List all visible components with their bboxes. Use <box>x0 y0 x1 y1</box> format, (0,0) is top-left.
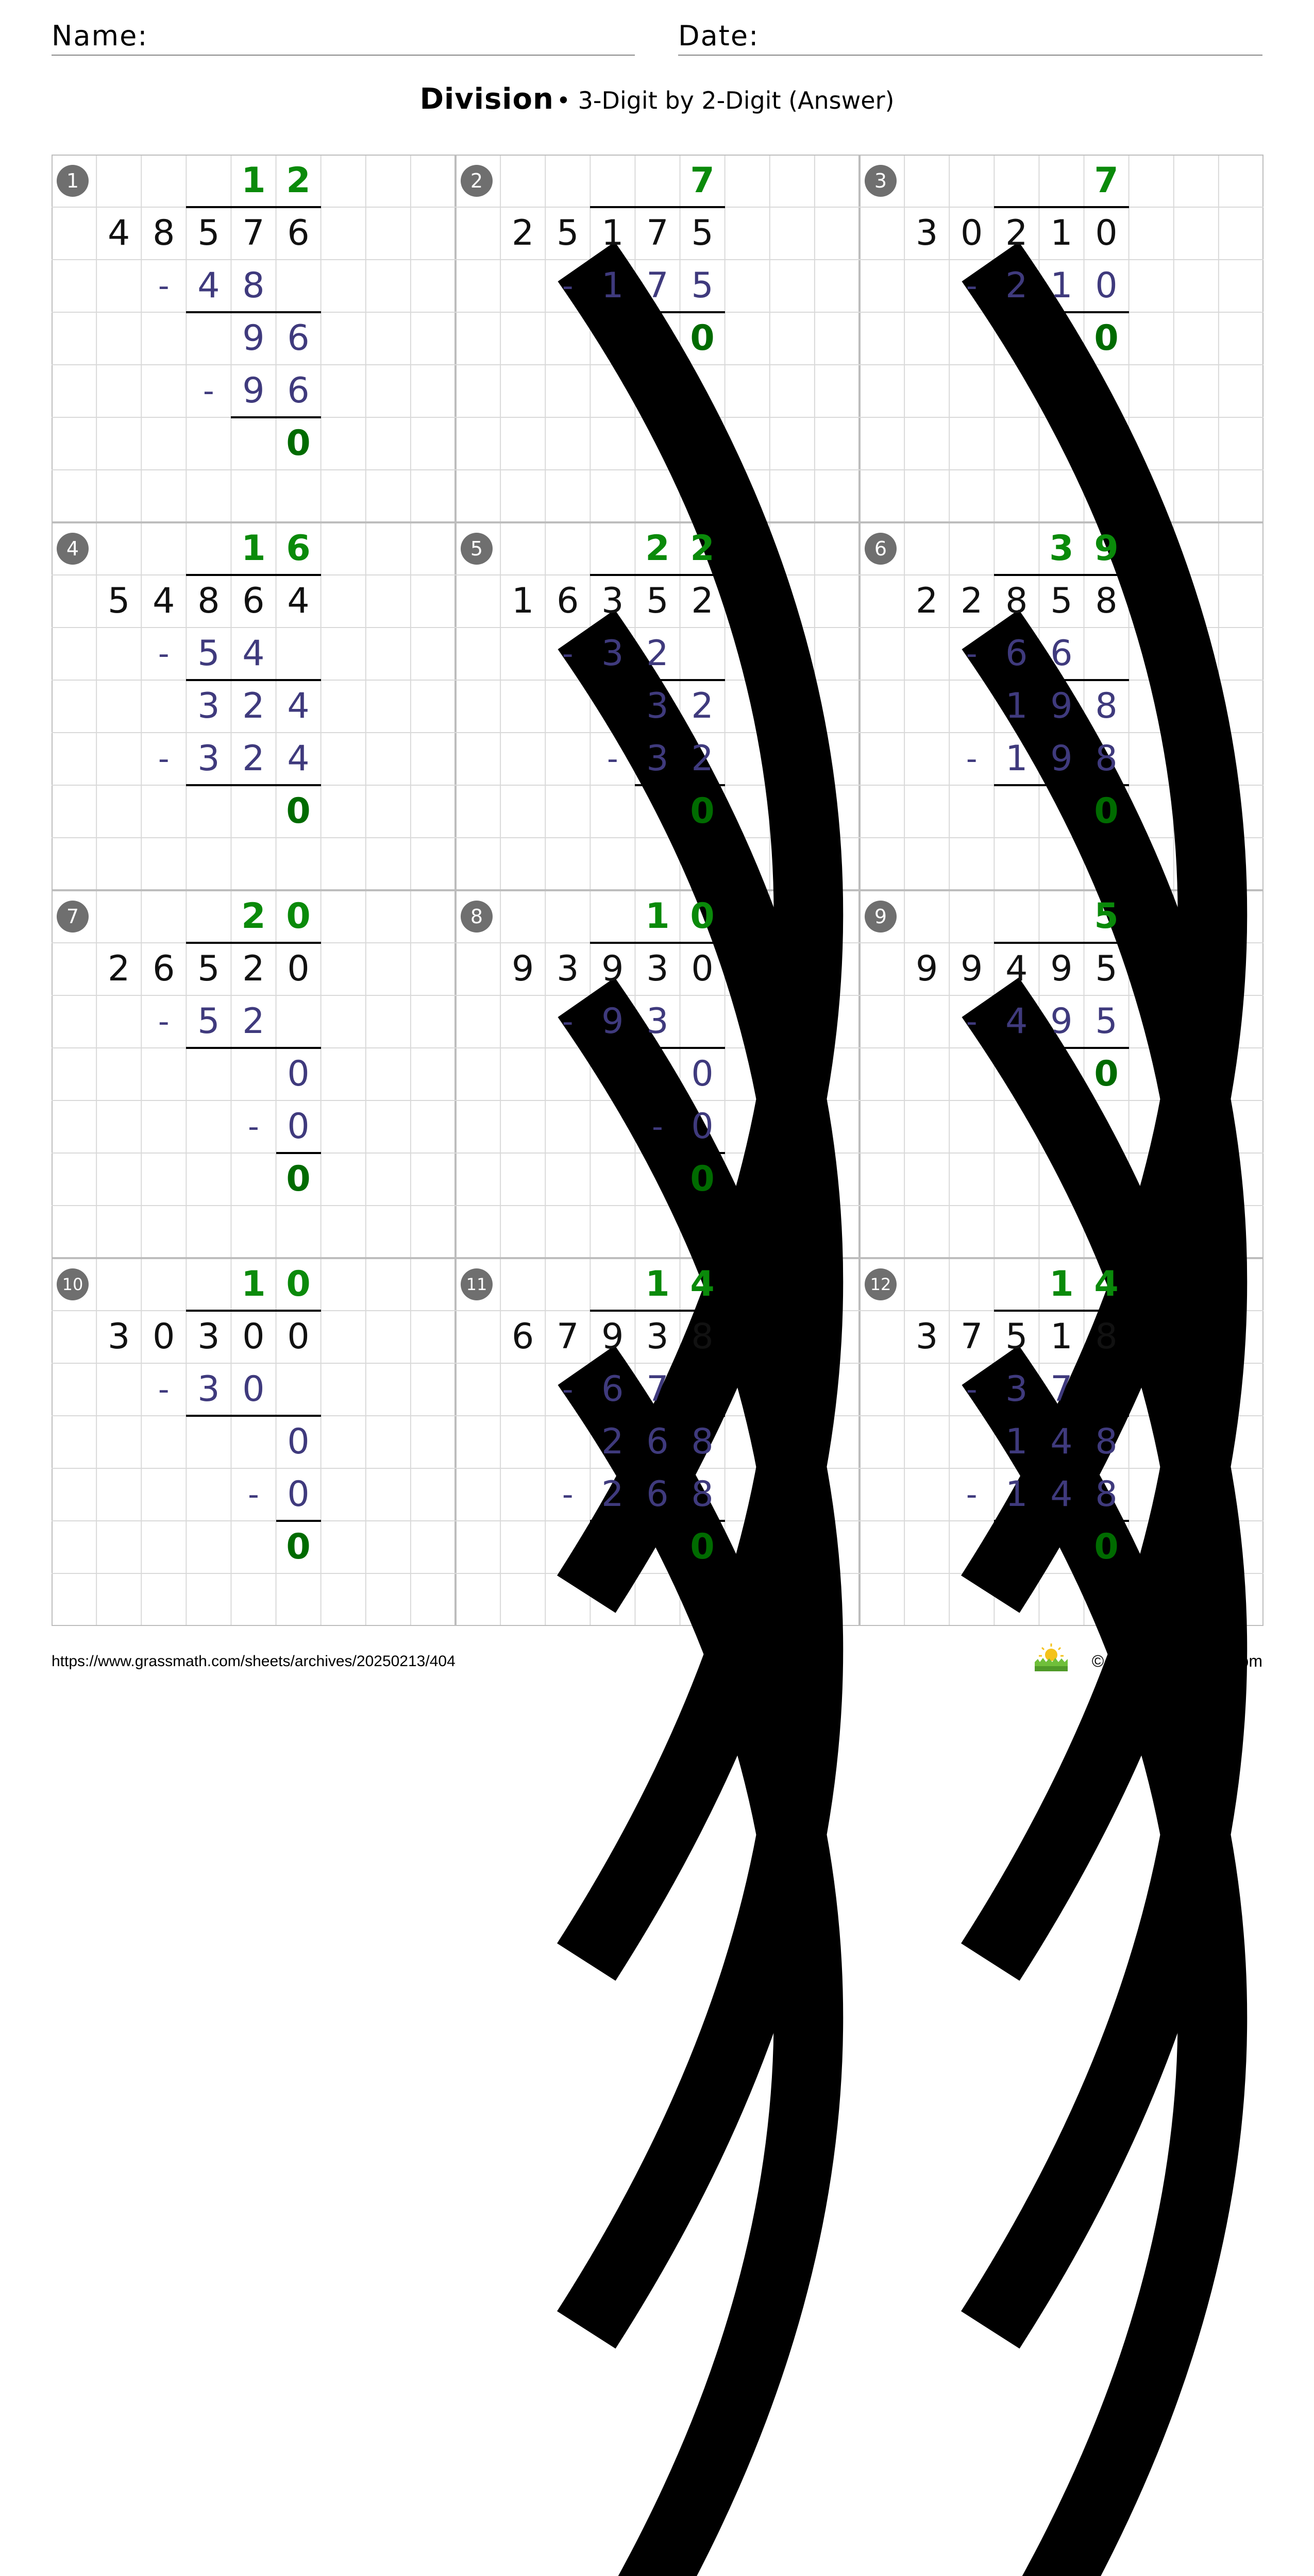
dividend-digit: 4 <box>287 581 310 621</box>
subtrahend-digit: 2 <box>242 738 265 779</box>
final-remainder-digit: 0 <box>1094 1054 1119 1094</box>
subtrahend-digit: 4 <box>1050 1474 1073 1515</box>
subtrahend-digit: 8 <box>1095 1474 1118 1515</box>
problem-number-badge: 10 <box>57 1268 89 1300</box>
final-remainder-digit: 0 <box>1094 318 1119 359</box>
dividend-digit: 0 <box>691 948 714 989</box>
subtrahend-digit: 6 <box>601 1369 624 1410</box>
quotient-digit: 1 <box>1049 1264 1074 1304</box>
divisor-digit: 7 <box>961 1316 983 1357</box>
division-problem <box>860 890 1264 1258</box>
quotient-digit: 4 <box>1094 1264 1119 1304</box>
quotient-digit: 2 <box>645 528 670 569</box>
problem-number-badge: 9 <box>865 901 897 933</box>
minus-sign: - <box>248 1109 259 1145</box>
dividend-digit: 9 <box>601 1316 624 1357</box>
subtraction-line <box>590 574 725 576</box>
subtrahend-digit: 3 <box>197 738 220 779</box>
quotient-digit: 5 <box>1094 896 1119 937</box>
final-remainder-digit: 0 <box>1094 1527 1119 1567</box>
dividend-digit: 7 <box>646 213 669 253</box>
remainder-digit: 3 <box>197 686 220 726</box>
subtrahend-digit: 0 <box>287 1106 310 1147</box>
remainder-digit: 4 <box>1050 1421 1073 1462</box>
subtrahend-digit: 3 <box>601 633 624 674</box>
final-remainder-digit: 0 <box>690 791 715 832</box>
divisor-digit: 0 <box>153 1316 175 1357</box>
quotient-digit: 2 <box>241 896 266 937</box>
subtrahend-digit: 0 <box>1095 265 1118 306</box>
dividend-digit: 1 <box>601 213 624 253</box>
date-field[interactable] <box>678 19 1262 56</box>
division-problem <box>456 155 860 522</box>
problem-number-badge: 6 <box>865 533 897 565</box>
subtrahend-digit: 4 <box>242 633 265 674</box>
subtrahend-digit: 0 <box>287 1474 310 1515</box>
subtraction-line <box>994 1310 1128 1312</box>
problem-number-badge: 2 <box>461 165 493 197</box>
remainder-digit: 6 <box>287 318 310 359</box>
divisor-digit: 6 <box>511 1316 534 1357</box>
remainder-digit: 2 <box>242 686 265 726</box>
subtrahend-digit: 9 <box>1050 738 1073 779</box>
remainder-digit: 6 <box>646 1421 669 1462</box>
subtraction-line <box>186 1310 321 1312</box>
final-remainder-digit: 0 <box>286 1159 311 1199</box>
problem-grid <box>52 155 1264 1626</box>
date-label: Date: <box>678 20 760 52</box>
subtrahend-digit: 4 <box>287 738 310 779</box>
remainder-digit: 2 <box>691 686 714 726</box>
subtrahend-digit: 2 <box>691 738 714 779</box>
dividend-digit: 3 <box>646 1316 669 1357</box>
minus-sign: - <box>966 268 978 304</box>
subtrahend-digit: 8 <box>691 1474 714 1515</box>
division-problem <box>860 522 1264 890</box>
quotient-digit: 1 <box>645 896 670 937</box>
remainder-digit: 9 <box>242 318 265 359</box>
remainder-digit: 8 <box>691 1421 714 1462</box>
subtrahend-digit: 3 <box>646 738 669 779</box>
minus-sign: - <box>607 741 618 777</box>
quotient-digit: 2 <box>286 160 311 201</box>
subtrahend-digit: 2 <box>601 1474 624 1515</box>
divisor-digit: 1 <box>511 581 534 621</box>
problems-area <box>52 155 1264 1626</box>
problem-number-badge: 5 <box>461 533 493 565</box>
subtrahend-digit: 8 <box>242 265 265 306</box>
quotient-digit: 6 <box>286 528 311 569</box>
minus-sign: - <box>966 1004 978 1040</box>
divisor-digit: 3 <box>915 213 938 253</box>
division-problem <box>52 1258 456 1626</box>
subtraction-line <box>186 942 321 944</box>
divisor-digit: 6 <box>153 948 175 989</box>
problem-number-badge: 4 <box>57 533 89 565</box>
divisor-digit: 0 <box>961 213 983 253</box>
minus-sign: - <box>966 636 978 672</box>
problem-number-badge: 3 <box>865 165 897 197</box>
minus-sign: - <box>203 373 214 409</box>
final-remainder-digit: 0 <box>1094 791 1119 832</box>
subtrahend-digit: 1 <box>1005 738 1028 779</box>
dividend-digit: 5 <box>197 948 220 989</box>
divisor-digit: 3 <box>915 1316 938 1357</box>
subtrahend-digit: 4 <box>1005 1001 1028 1042</box>
minus-sign: - <box>562 268 574 304</box>
divisor-digit: 2 <box>961 581 983 621</box>
subtrahend-digit: 1 <box>1050 265 1073 306</box>
worksheet-title <box>0 82 1314 116</box>
minus-sign: - <box>158 636 170 672</box>
minus-sign: - <box>652 1109 663 1145</box>
minus-sign: - <box>562 636 574 672</box>
divisor-digit: 2 <box>511 213 534 253</box>
minus-sign: - <box>248 1477 259 1513</box>
quotient-digit: 1 <box>241 1264 266 1304</box>
title-sub: • 3-Digit by 2-Digit (Answer) <box>556 87 895 114</box>
minus-sign: - <box>158 1004 170 1040</box>
remainder-digit: 8 <box>1095 1421 1118 1462</box>
subtrahend-digit: 9 <box>242 370 265 411</box>
dividend-digit: 5 <box>1095 948 1118 989</box>
minus-sign: - <box>966 1371 978 1408</box>
dividend-digit: 8 <box>197 581 220 621</box>
minus-sign: - <box>158 741 170 777</box>
dividend-digit: 4 <box>1005 948 1028 989</box>
remainder-digit: 1 <box>1005 1421 1028 1462</box>
quotient-digit: 0 <box>286 1264 311 1304</box>
divisor-digit: 3 <box>107 1316 130 1357</box>
subtrahend-digit: 5 <box>1095 1001 1118 1042</box>
title-main: Division <box>419 82 554 116</box>
dividend-digit: 9 <box>601 948 624 989</box>
dividend-digit: 0 <box>287 948 310 989</box>
dividend-digit: 7 <box>242 213 265 253</box>
dividend-digit: 5 <box>646 581 669 621</box>
subtrahend-digit: 7 <box>1050 1369 1073 1410</box>
dividend-digit: 1 <box>1050 1316 1073 1357</box>
minus-sign: - <box>966 741 978 777</box>
subtrahend-digit: 5 <box>691 265 714 306</box>
dividend-digit: 5 <box>1050 581 1073 621</box>
subtrahend-digit: 3 <box>197 1369 220 1410</box>
divisor-digit: 2 <box>915 581 938 621</box>
subtrahend-digit: 2 <box>242 1001 265 1042</box>
subtraction-line <box>590 206 725 208</box>
subtrahend-digit: 2 <box>646 633 669 674</box>
subtrahend-digit: 7 <box>646 1369 669 1410</box>
divisor-digit: 6 <box>557 581 579 621</box>
dividend-digit: 5 <box>691 213 714 253</box>
subtrahend-digit: 6 <box>1005 633 1028 674</box>
remainder-digit: 1 <box>1005 686 1028 726</box>
dividend-digit: 5 <box>197 213 220 253</box>
dividend-digit: 5 <box>1005 1316 1028 1357</box>
subtrahend-digit: 9 <box>1050 1001 1073 1042</box>
quotient-digit: 3 <box>1049 528 1074 569</box>
dividend-digit: 9 <box>1050 948 1073 989</box>
remainder-digit: 9 <box>1050 686 1073 726</box>
subtrahend-digit: 5 <box>197 1001 220 1042</box>
subtraction-line <box>186 574 321 576</box>
minus-sign: - <box>158 268 170 304</box>
dividend-digit: 0 <box>1095 213 1118 253</box>
divisor-digit: 7 <box>557 1316 579 1357</box>
quotient-digit: 1 <box>241 528 266 569</box>
division-problem <box>456 522 860 890</box>
subtraction-line <box>994 206 1128 208</box>
subtrahend-digit: 5 <box>197 633 220 674</box>
quotient-digit: 7 <box>1094 160 1119 201</box>
final-remainder-digit: 0 <box>690 318 715 359</box>
dividend-digit: 3 <box>646 948 669 989</box>
subtrahend-digit: 3 <box>1005 1369 1028 1410</box>
final-remainder-digit: 0 <box>286 423 311 464</box>
quotient-digit: 2 <box>690 528 715 569</box>
divisor-digit: 9 <box>915 948 938 989</box>
subtraction-line <box>590 1310 725 1312</box>
problem-number-badge: 8 <box>461 901 493 933</box>
grass-sun-logo-icon <box>1033 1641 1070 1672</box>
minus-sign: - <box>158 1371 170 1408</box>
final-remainder-digit: 0 <box>286 791 311 832</box>
final-remainder-digit: 0 <box>690 1159 715 1199</box>
dividend-digit: 0 <box>242 1316 265 1357</box>
division-problem <box>52 890 456 1258</box>
minus-sign: - <box>966 1477 978 1513</box>
dividend-digit: 1 <box>1050 213 1073 253</box>
name-field[interactable] <box>52 19 635 56</box>
remainder-digit: 2 <box>601 1421 624 1462</box>
subtrahend-digit: 2 <box>1005 265 1028 306</box>
remainder-digit: 0 <box>287 1054 310 1094</box>
subtrahend-digit: 1 <box>1005 1474 1028 1515</box>
problem-number-badge: 7 <box>57 901 89 933</box>
divisor-digit: 3 <box>557 948 579 989</box>
division-problem <box>52 155 456 522</box>
problem-number-badge: 1 <box>57 165 89 197</box>
quotient-digit: 7 <box>690 160 715 201</box>
subtraction-line <box>994 942 1128 944</box>
subtraction-line <box>590 942 725 944</box>
divisor-digit: 4 <box>107 213 130 253</box>
subtrahend-digit: 9 <box>601 1001 624 1042</box>
footer-url[interactable]: https://www.grassmath.com/sheets/archives/20250213/404 <box>52 1653 456 1670</box>
subtraction-line <box>994 574 1128 576</box>
quotient-digit: 0 <box>690 896 715 937</box>
remainder-digit: 8 <box>1095 686 1118 726</box>
problem-number-badge: 12 <box>865 1268 897 1300</box>
subtrahend-digit: 1 <box>601 265 624 306</box>
dividend-digit: 0 <box>287 1316 310 1357</box>
dividend-digit: 8 <box>1095 1316 1118 1357</box>
divisor-digit: 4 <box>153 581 175 621</box>
remainder-digit: 0 <box>691 1054 714 1094</box>
final-remainder-digit: 0 <box>690 1527 715 1567</box>
subtrahend-digit: 4 <box>197 265 220 306</box>
quotient-digit: 1 <box>241 160 266 201</box>
quotient-digit: 9 <box>1094 528 1119 569</box>
dividend-digit: 2 <box>691 581 714 621</box>
minus-sign: - <box>562 1371 574 1408</box>
name-label: Name: <box>52 20 148 52</box>
division-problem <box>52 522 456 890</box>
subtrahend-digit: 0 <box>691 1106 714 1147</box>
problem-number-badge: 11 <box>461 1268 493 1300</box>
quotient-digit: 4 <box>690 1264 715 1304</box>
division-problem <box>860 155 1264 522</box>
dividend-digit: 8 <box>1005 581 1028 621</box>
subtrahend-digit: 7 <box>646 265 669 306</box>
footer-copyright: © 2025 grassmath.com <box>1091 1652 1262 1670</box>
dividend-digit: 6 <box>242 581 265 621</box>
dividend-digit: 2 <box>1005 213 1028 253</box>
division-problem <box>456 890 860 1258</box>
dividend-digit: 3 <box>601 581 624 621</box>
division-problem <box>860 1258 1264 1626</box>
dividend-digit: 3 <box>197 1316 220 1357</box>
remainder-digit: 3 <box>646 686 669 726</box>
divisor-digit: 2 <box>107 948 130 989</box>
minus-sign: - <box>562 1477 574 1513</box>
quotient-digit: 0 <box>286 896 311 937</box>
dividend-digit: 8 <box>1095 581 1118 621</box>
dividend-digit: 6 <box>287 213 310 253</box>
final-remainder-digit: 0 <box>286 1527 311 1567</box>
subtrahend-digit: 0 <box>242 1369 265 1410</box>
dividend-digit: 2 <box>242 948 265 989</box>
divisor-digit: 9 <box>961 948 983 989</box>
subtraction-line <box>186 206 321 208</box>
quotient-digit: 1 <box>645 1264 670 1304</box>
dividend-digit: 8 <box>691 1316 714 1357</box>
subtrahend-digit: 6 <box>646 1474 669 1515</box>
divisor-digit: 5 <box>557 213 579 253</box>
division-problem <box>456 1258 860 1626</box>
remainder-digit: 0 <box>287 1421 310 1462</box>
subtrahend-digit: 6 <box>1050 633 1073 674</box>
remainder-digit: 4 <box>287 686 310 726</box>
minus-sign: - <box>562 1004 574 1040</box>
divisor-digit: 9 <box>511 948 534 989</box>
divisor-digit: 5 <box>107 581 130 621</box>
subtrahend-digit: 8 <box>1095 738 1118 779</box>
subtrahend-digit: 6 <box>287 370 310 411</box>
subtrahend-digit: 3 <box>646 1001 669 1042</box>
divisor-digit: 8 <box>153 213 175 253</box>
